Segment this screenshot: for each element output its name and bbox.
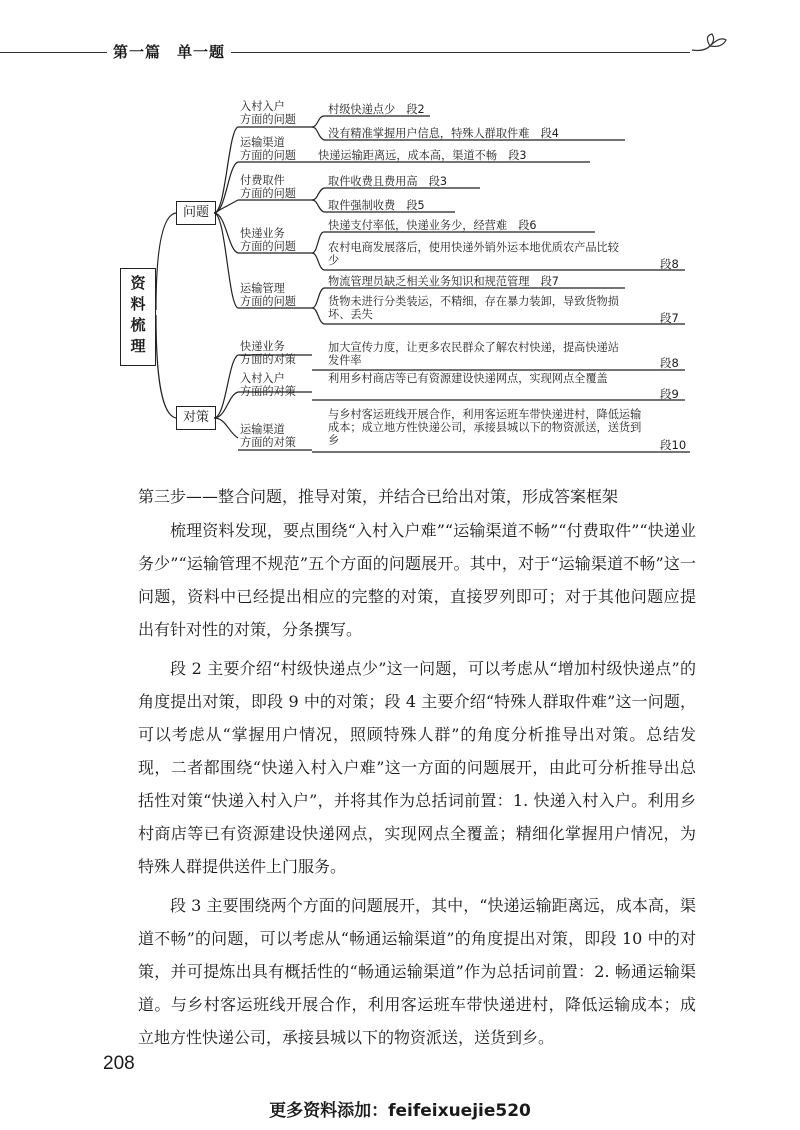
item-text: 取件收费且费用高 段3 — [328, 175, 447, 188]
running-header: 第一篇 单一题 — [107, 41, 231, 62]
mind-map — [0, 0, 800, 470]
branch-countermeasures: 对策 — [176, 406, 216, 430]
paragraph: 梳理资料发现，要点围绕“入村入户难”“运输渠道不畅”“付费取件”“快递业务少”“运输管理不规范”五个方面的问题展开。其中，对于“运输渠道不畅”这一问题，资料中已经提出相应的完整的对策，直接罗列即可；对于其他问题应提出有针对性的对策，分条撰写。 — [138, 521, 696, 639]
group-label: 运输渠道 方面的对策 — [240, 423, 296, 449]
segment-ref: 段8 — [660, 257, 679, 271]
mind-map-lines — [0, 0, 800, 470]
segment-ref: 段10 — [660, 438, 687, 452]
item-text: 快递运输距离远，成本高，渠道不畅 段3 — [318, 149, 527, 162]
root-node: 资 料 梳 理 — [120, 268, 156, 366]
segment-ref: 段7 — [660, 311, 679, 325]
paragraph: 段 2 主要介绍“村级快递点少”这一问题，可以考虑从“增加村级快递点”的角度提出对策，即段 9 中的对策；段 4 主要介绍“特殊人群取件难”这一问题，可以考虑从“掌握用户情况，照顾特殊人群”的角度分析推导出对策。总结发现，二者都围绕“快递入村入户难”这一方面的问题展开，由此可分析推导出总括性对策“快递入村入户”，并将其作为总括词前置：1. 快递入村入户。利用乡村商店等已有资源建设快递网点，实现网点全覆盖；精细化掌握用户情况，为特殊人群提供送件上门服务。 — [138, 659, 696, 876]
group-label: 入村入户 方面的对策 — [240, 372, 296, 398]
group-label: 快递业务 方面的问题 — [240, 227, 296, 253]
item-text: 农村电商发展落后，使用快递外销外运本地优质农产品比较少 — [328, 241, 619, 267]
item-text: 货物未进行分类装运，不精细，存在暴力装卸，导致货物损坏、丢失 — [328, 295, 619, 321]
group-label: 运输管理 方面的问题 — [240, 282, 296, 308]
group-label: 付费取件 方面的问题 — [240, 174, 296, 200]
item-text: 加大宣传力度，让更多农民群众了解农村快递，提高快递站发件率 — [328, 341, 619, 367]
group-label: 入村入户 方面的问题 — [240, 100, 296, 126]
segment-ref: 段9 — [660, 387, 679, 401]
item-text: 村级快递点少 段2 — [328, 103, 425, 116]
step-heading: 第三步——整合问题，推导对策，并结合已给出对策，形成答案框架 — [138, 487, 619, 506]
item-text: 利用乡村商店等已有资源建设快递网点，实现网点全覆盖 — [328, 372, 608, 385]
footer-note: 更多资料添加：feifeixuejie520 — [269, 1101, 531, 1121]
branch-problems: 问题 — [176, 201, 216, 225]
item-text: 没有精准掌握用户信息，特殊人群取件难 段4 — [328, 127, 559, 140]
segment-ref: 段8 — [660, 356, 679, 370]
item-text: 物流管理员缺乏相关业务知识和规范管理 段7 — [328, 275, 559, 288]
item-text: 与乡村客运班线开展合作，利用客运班车带快递进村，降低运输成本；成立地方性快递公司，承接县城以下的物资派送，送货到乡 — [328, 408, 642, 447]
group-label: 快递业务 方面的对策 — [240, 340, 296, 366]
item-text: 快递支付率低，快递业务少，经营难 段6 — [328, 219, 537, 232]
item-text: 取件强制收费 段5 — [328, 199, 425, 212]
page-number: 208 — [103, 1053, 135, 1074]
body-text — [138, 514, 696, 1054]
group-label: 运输渠道 方面的问题 — [240, 136, 296, 162]
paragraph: 段 3 主要围绕两个方面的问题展开，其中，“快递运输距离远，成本高，渠道不畅”的问题，可以考虑从“畅通运输渠道”的角度提出对策，即段 10 中的对策，并可提炼出具有概括性的“畅通运输渠道”作为总括词前置：2. 畅通运输渠道。与乡村客运班线开展合作，利用客运班车带快递进村，降低运输成本；成立地方性快递公司，承接县城以下的物资派送，送货到乡。 — [138, 896, 696, 1047]
